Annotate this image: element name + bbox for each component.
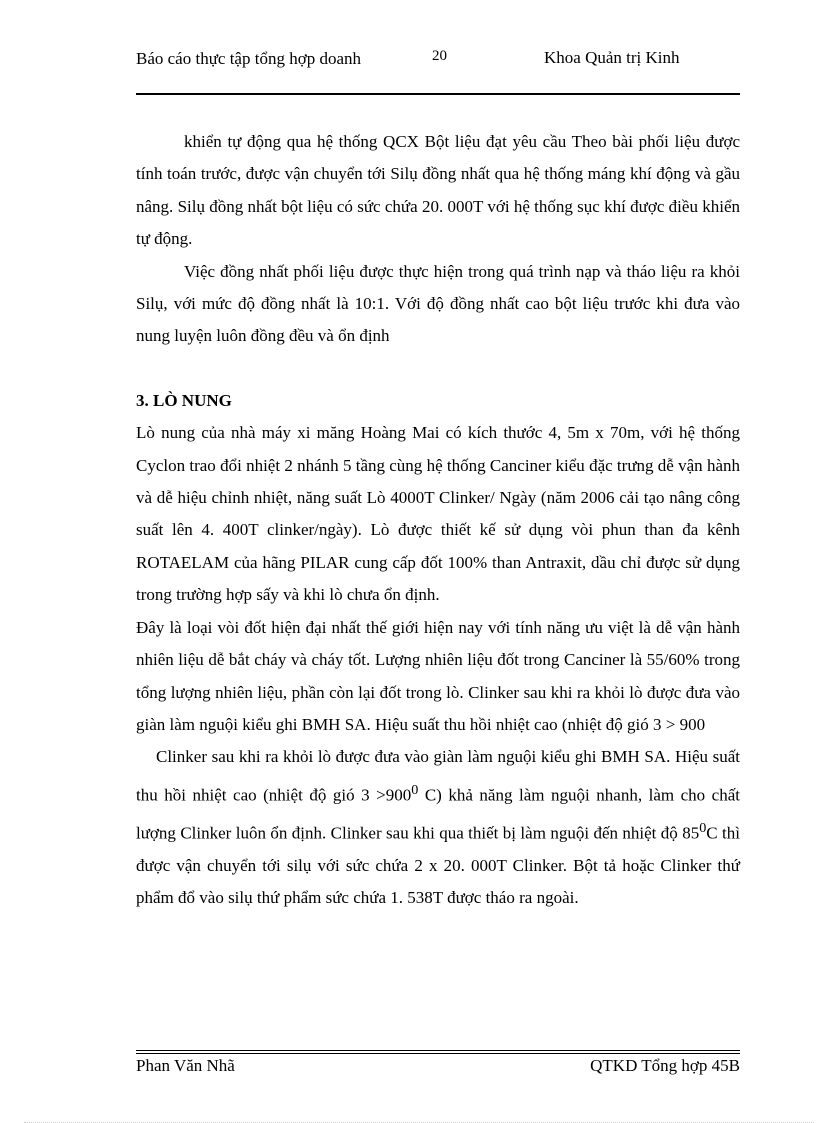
paragraph-homogenization: Việc đồng nhất phối liệu được thực hiện trong quá trình nạp và tháo liệu ra khỏi Silụ, với mức độ đồng nhất là 10:1. Với độ đồng nhất cao bột liệu trước khi đưa vào nung luyện luôn đồng đều và ổn định	[136, 261, 740, 346]
footer-class: QTKD Tổng hợp 45B	[590, 1056, 740, 1075]
page-number: 20	[432, 48, 447, 64]
header-department: Khoa Quản trị Kinh	[544, 48, 680, 67]
degree-superscript: 0	[699, 819, 707, 836]
degree-superscript: 0	[411, 781, 419, 798]
paragraph-clinker-cooling	[136, 741, 740, 914]
footer-divider	[136, 1050, 740, 1054]
clinker-text-part-1: Clinker sau khi ra khỏi lò được đưa vào giàn làm nguội kiểu ghi BMH SA. Hiệu suất thu hồi nhiệt cao (nhiệt độ gió 3 >900	[136, 747, 740, 805]
section-heading-kiln: 3. LÒ NUNG	[136, 390, 232, 410]
footer-author: Phan Văn Nhã	[136, 1056, 235, 1075]
header-report-title: Báo cáo thực tập tổng hợp doanh	[136, 49, 361, 68]
header-divider	[136, 93, 740, 95]
clinker-text-part-3: C thì được vận chuyển tới silụ với sức chứa 2 x 20. 000T Clinker. Bột tả hoặc Clinker thứ phẩm đổ vào silụ thứ phẩm sức chứa 1. 538T được tháo ra ngoài.	[136, 823, 740, 908]
spacer	[136, 353, 740, 385]
clinker-text-part-2: C) khả năng làm nguội nhanh, làm cho chất lượng Clinker luôn ổn định. Clinker sau khi qua thiết bị làm nguội đến nhiệt độ 85	[136, 785, 740, 843]
paragraph-kiln-description: Lò nung của nhà máy xi măng Hoàng Mai có kích thước 4, 5m x 70m, với hệ thống Cyclon trao đổi nhiệt 2 nhánh 5 tầng cùng hệ thống Canciner kiểu đặc trưng dễ vận hành và dễ hiệu chỉnh nhiệt, năng suất Lò 4000T Clinker/ Ngày (năm 2006 cải tạo nâng công suất lên 4. 400T clinker/ngày). Lò được thiết kế sử dụng vòi phun than đa kênh ROTAELAM của hãng PILAR cung cấp đốt 100% than Antraxit, dầu chỉ được sử dụng trong trường hợp sấy và khi lò chưa ổn định.	[136, 423, 740, 605]
document-body	[136, 126, 740, 915]
paragraph-burner: Đây là loại vòi đốt hiện đại nhất thế giới hiện nay với tính năng ưu việt là dễ vận hành nhiên liệu dễ bắt cháy và cháy tốt. Lượng nhiên liệu đốt trong Canciner là 55/60% trong tổng lượng nhiên liệu, phần còn lại đốt trong lò. Clinker sau khi ra khỏi lò được đưa vào giàn làm nguội kiểu ghi BMH SA. Hiệu suất thu hồi nhiệt cao (nhiệt độ gió 3 > 900	[136, 617, 740, 734]
paragraph-silo-intro: khiển tự động qua hệ thống QCX Bột liệu đạt yêu cầu Theo bài phối liệu được tính toán trước, được vận chuyển tới Silụ đồng nhất qua hệ thống máng khí động và gầu nâng. Silụ đồng nhất bột liệu có sức chứa 20. 000T với hệ thống sục khí được điều khiển tự động.	[136, 132, 740, 249]
